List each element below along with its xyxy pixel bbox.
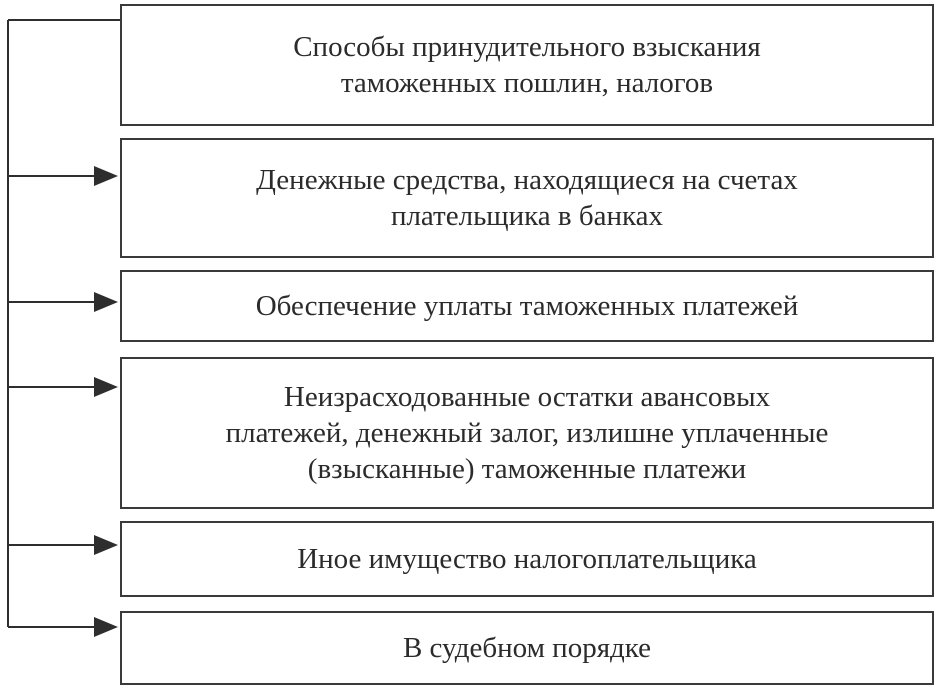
arrowhead-2 — [94, 292, 118, 312]
arrowhead-4 — [94, 535, 118, 555]
method-box-text: Обеспечение уплаты таможенных платежей — [255, 290, 799, 322]
method-box-payment-security — [120, 270, 934, 342]
arrowhead-1 — [94, 166, 118, 186]
method-box-bank-accounts — [120, 138, 934, 258]
root-box — [120, 4, 934, 126]
method-box-text: Иное имущество налогоплательщика — [297, 543, 757, 575]
method-box-judicial — [120, 611, 934, 685]
arrowhead-3 — [94, 377, 118, 397]
method-box-unspent-advances — [120, 357, 934, 509]
method-box-text: В судебном порядке — [402, 632, 652, 664]
arrowhead-5 — [94, 617, 118, 637]
method-box-text: Денежные средства, находящиеся на счетах плательщика в банках — [256, 164, 798, 232]
method-box-other-property — [120, 521, 934, 597]
root-box-text: Способы принудительного взыскания таможенных пошлин, налогов — [293, 31, 761, 99]
method-box-text: Неизрасходованные остатки авансовых платежей, денежный залог, излишне уплаченные (взысканные) таможенные платежи — [225, 381, 829, 485]
